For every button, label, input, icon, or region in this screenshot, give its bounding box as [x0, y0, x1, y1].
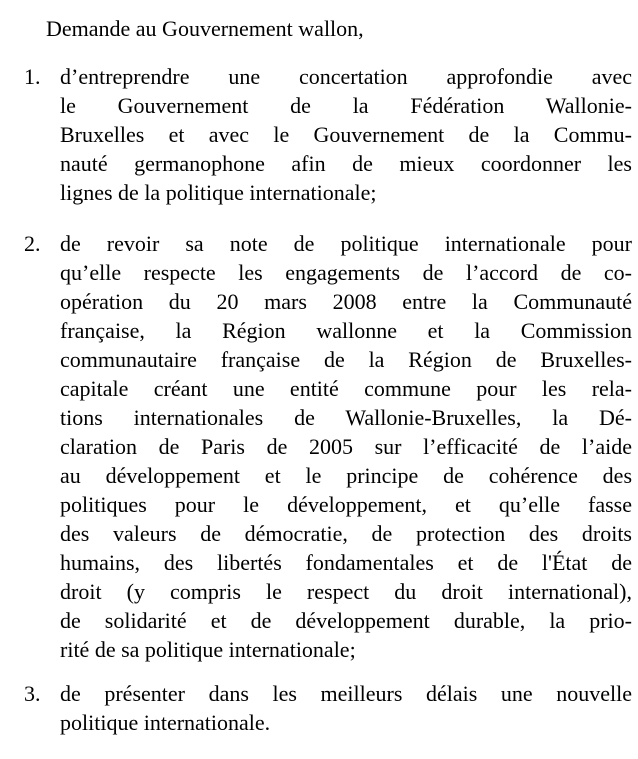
text-line: politiques pour le développement, et qu’elle fasse: [60, 492, 632, 517]
text-line: tions internationales de Wallonie-Bruxelles, la Dé-: [60, 405, 632, 430]
item-number: 1.: [24, 64, 41, 89]
text-line: humains, des libertés fondamentales et de l'État de: [60, 550, 632, 575]
text-line: française, la Région wallonne et la Commission: [60, 318, 632, 343]
text-line: communautaire française de la Région de Bruxelles-: [60, 347, 632, 372]
text-line: Bruxelles et avec le Gouvernement de la Commu-: [60, 122, 632, 147]
text-line: de revoir sa note de politique internationale pour: [60, 231, 632, 256]
text-line: nauté germanophone afin de mieux coordonner les: [60, 151, 632, 176]
text-line: opération du 20 mars 2008 entre la Communauté: [60, 289, 632, 314]
item-number: 3.: [24, 681, 41, 706]
text-line: des valeurs de démocratie, de protection des droits: [60, 521, 632, 546]
text-line: d’entreprendre une concertation approfondie avec: [60, 64, 632, 89]
item-number: 2.: [24, 231, 41, 256]
text-line: qu’elle respecte les engagements de l’accord de co-: [60, 260, 632, 285]
item-text: [60, 679, 632, 737]
text-line: claration de Paris de 2005 sur l’efficacité de l’aide: [60, 434, 632, 459]
text-line: de solidarité et de développement durable, la prio-: [60, 608, 632, 633]
text-line: lignes de la politique internationale;: [60, 180, 377, 205]
item-text: [60, 62, 632, 207]
intro-text: Demande au Gouvernement wallon,: [46, 16, 364, 41]
text-line: capitale créant une entité commune pour les rela-: [60, 376, 632, 401]
text-line: politique internationale.: [60, 710, 271, 735]
text-line: rité de sa politique internationale;: [60, 637, 356, 662]
text-line: le Gouvernement de la Fédération Wallonie-: [60, 93, 632, 118]
text-line: de présenter dans les meilleurs délais une nouvelle: [60, 681, 632, 706]
item-text: [60, 229, 632, 664]
text-line: droit (y compris le respect du droit international),: [60, 579, 632, 604]
text-line: au développement et le principe de cohérence des: [60, 463, 632, 488]
